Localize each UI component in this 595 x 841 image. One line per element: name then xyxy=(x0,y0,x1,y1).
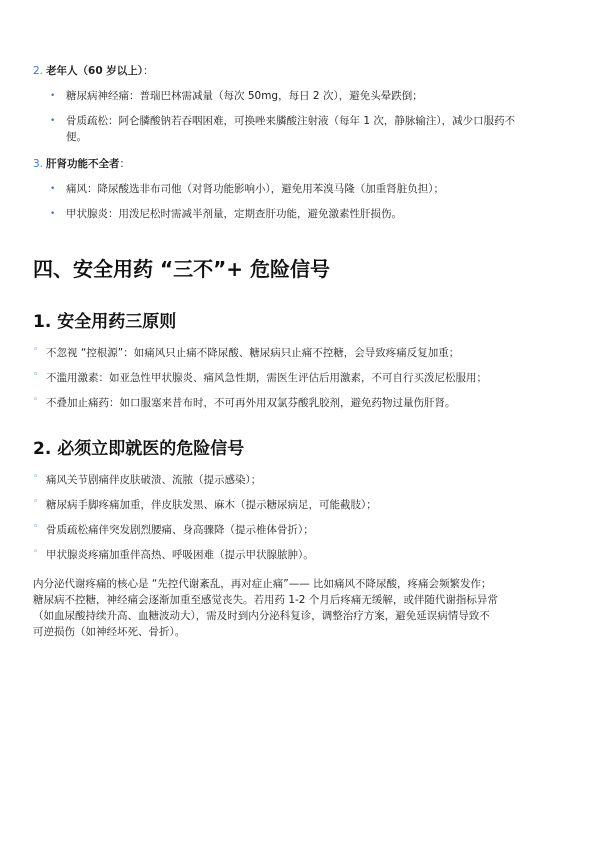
list-item: ◦ 不忽视 “控根源”：如痛风只止痛不降尿酸、糖尿病只止痛不控糖，会导致疼痛反复加重； xyxy=(33,345,460,359)
list-number: 2. xyxy=(33,65,44,77)
circle-bullet-icon: ◦ xyxy=(33,547,39,557)
list-item: • 骨质疏松：阿仑膦酸钠若吞咽困难，可换唑来膦酸注射液（每年 1 次，静脉输注），减少口服药不 便。 xyxy=(50,115,516,143)
elderly-heading: 2. 老年人（60 岁以上）： xyxy=(33,65,154,77)
summary-paragraph: 内分泌代谢疼痛的核心是 “先控代谢紊乱，再对症止痛”—— 比如痛风不降尿酸，疼痛会频繁发作； 糖尿病不控糖，神经痛会逐渐加重至感觉丧失。若用药 1-2 个月后疼痛无缓解，或伴随代谢指标异常 （如血尿酸持续升高、血糖波动大），需及时到内分泌科复诊，调整治疗方案，避免延误病情导致不 可逆损伤（如神经坏死、骨折）。 xyxy=(33,578,498,638)
list-number: 3. xyxy=(33,158,44,170)
list-item: • 痛风：降尿酸选非布司他（对肾功能影响小），避免用苯溴马隆（加重肾脏负担）； xyxy=(50,183,444,195)
list-item: • 糖尿病神经痛：普瑞巴林需减量（每次 50mg，每日 2 次），避免头晕跌倒； xyxy=(50,90,423,102)
circle-bullet-icon: ◦ xyxy=(33,497,39,507)
circle-bullet-icon: ◦ xyxy=(33,345,39,355)
renal-title: 肝肾功能不全者 xyxy=(46,158,120,170)
renal-heading: 3. 肝肾功能不全者： xyxy=(33,158,131,170)
bullet-dot-icon: • xyxy=(50,209,56,219)
section-heading: 四、安全用药 “三不”+ 危险信号 xyxy=(33,257,330,281)
list-item: ◦ 糖尿病手脚疼痛加重，伴皮肤发黑、麻木（提示糖尿病足，可能截肢）； xyxy=(33,497,377,511)
list-item: ◦ 不滥用激素：如亚急性甲状腺炎、痛风急性期，需医生评估后用激素，不可自行买泼尼松服用； xyxy=(33,370,487,384)
list-item: • 甲状腺炎：用泼尼松时需减半剂量，定期查肝功能，避免激素性肝损伤。 xyxy=(50,208,402,220)
list-item: ◦ 骨质疏松痛伴突发剧烈腰痛、身高骤降（提示椎体骨折）； xyxy=(33,522,314,536)
elderly-title: 老年人（60 岁以上） xyxy=(46,65,144,77)
subsection-heading: 2. 必须立即就医的危险信号 xyxy=(33,439,245,459)
list-item: ◦ 甲状腺炎疼痛加重伴高热、呼吸困难（提示甲状腺脓肿）。 xyxy=(33,547,314,561)
bullet-dot-icon: • xyxy=(50,184,56,194)
bullet-dot-icon: • xyxy=(50,116,56,126)
circle-bullet-icon: ◦ xyxy=(33,395,39,405)
circle-bullet-icon: ◦ xyxy=(33,370,39,380)
bullet-dot-icon: • xyxy=(50,91,56,101)
list-item: ◦ 不叠加止痛药：如口服塞来昔布时，不可再外用双氯芬酸乳胶剂，避免药物过量伤肝肾。 xyxy=(33,395,456,409)
circle-bullet-icon: ◦ xyxy=(33,472,39,482)
circle-bullet-icon: ◦ xyxy=(33,522,39,532)
list-item: ◦ 痛风关节剧痛伴皮肤破溃、流脓（提示感染）； xyxy=(33,472,262,486)
subsection-heading: 1. 安全用药三原则 xyxy=(33,312,177,332)
